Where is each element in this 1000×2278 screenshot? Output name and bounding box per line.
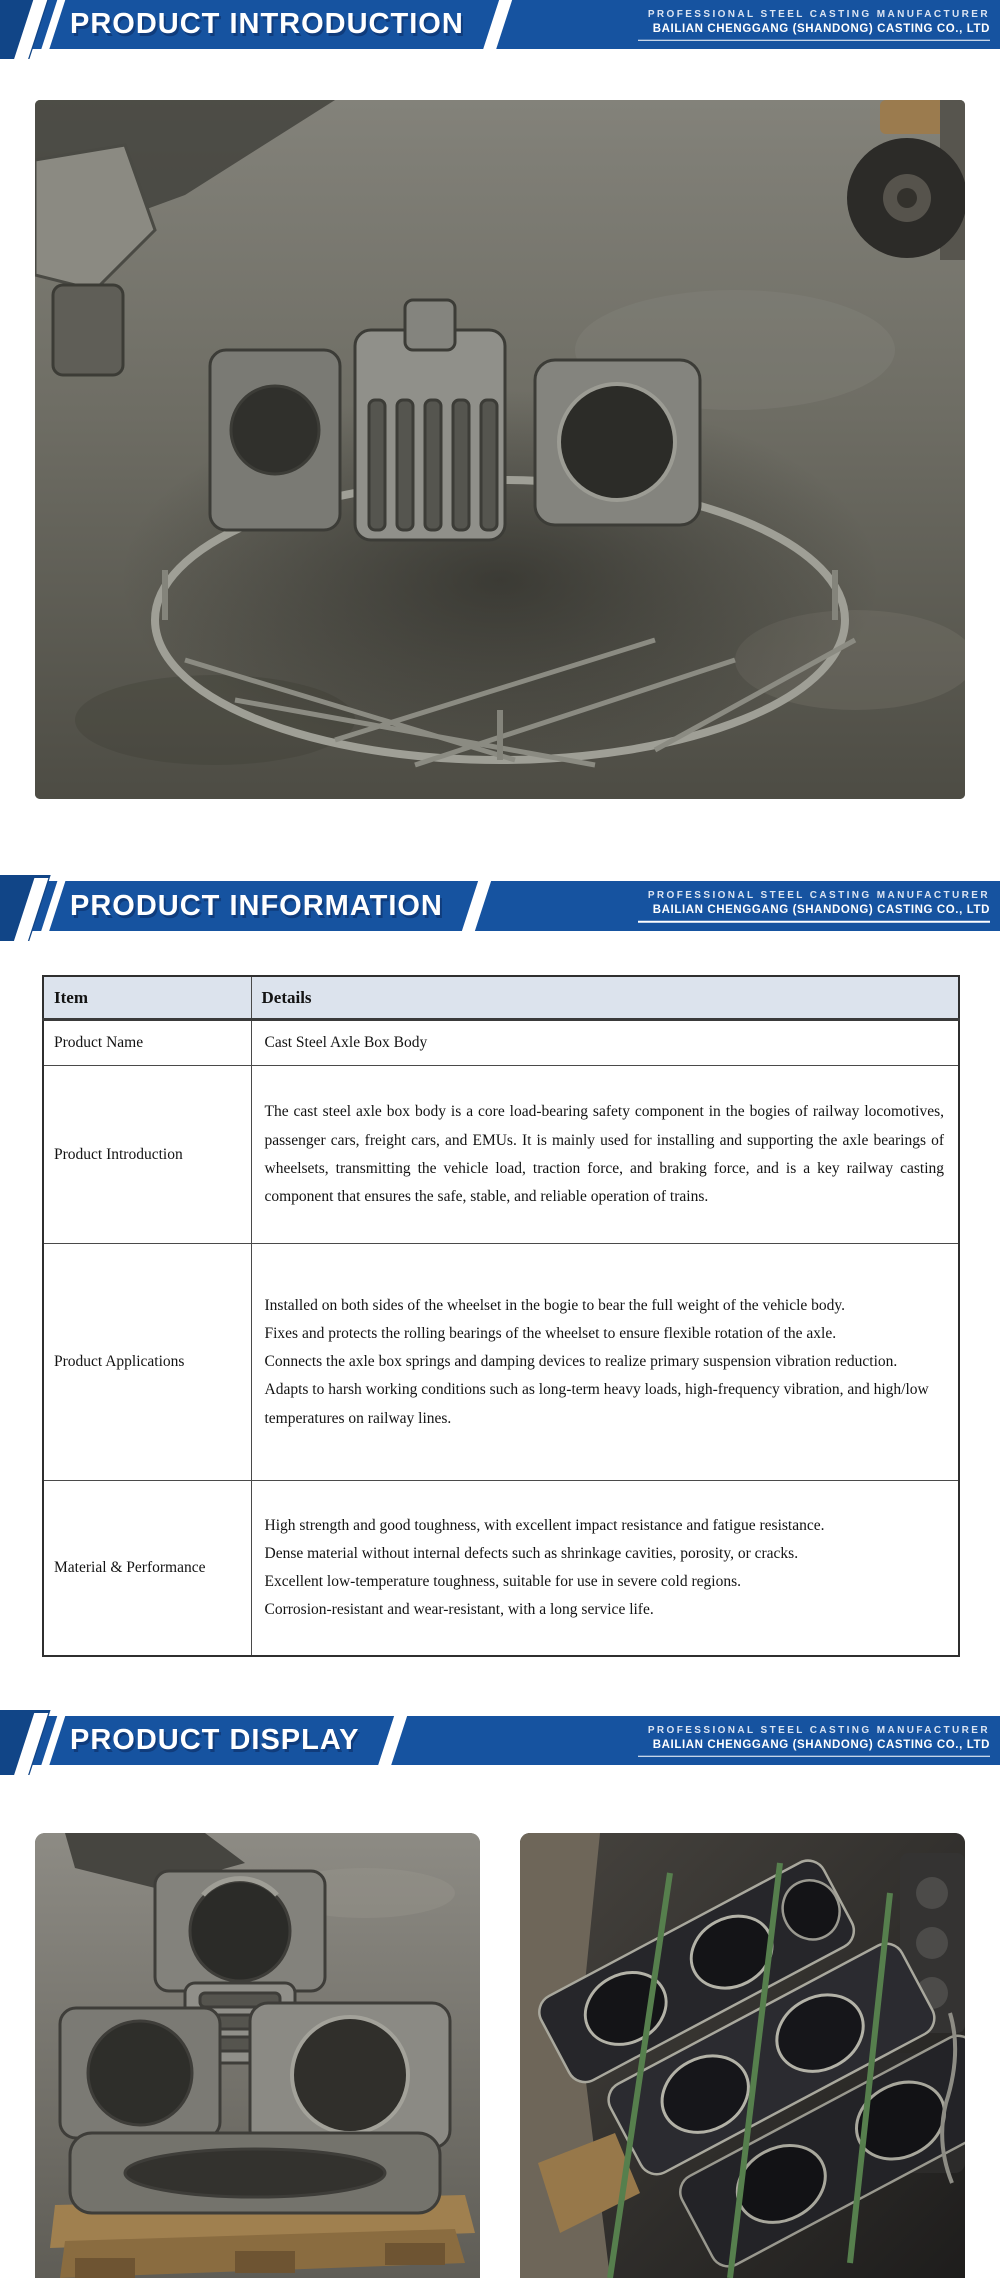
row-value xyxy=(251,1244,959,1481)
detail-line: Excellent low-temperature toughness, suitable for use in severe cold regions. xyxy=(264,1572,741,1590)
detail-line: Dense material without internal defects such as shrinkage cavities, porosity, or cracks. xyxy=(264,1544,799,1562)
brand-block xyxy=(638,8,990,41)
column-header-details: Details xyxy=(251,976,959,1020)
brand-block xyxy=(638,890,990,923)
strapped-castings-photo xyxy=(520,1833,965,2278)
banner-product-introduction xyxy=(0,0,1000,49)
slash-decoration xyxy=(459,874,493,938)
row-value xyxy=(251,1481,959,1656)
display-photo-pallet xyxy=(35,1833,480,2278)
main-product-photo xyxy=(35,100,965,799)
table-row xyxy=(43,1244,959,1481)
detail-line: Corrosion-resistant and wear-resistant, with a long service life. xyxy=(264,1601,654,1619)
brand-tagline: PROFESSIONAL STEEL CASTING MANUFACTURER xyxy=(647,1724,990,1736)
detail-line: The cast steel axle box body is a core load-bearing safety component in the bogies of railway locomotives, passenger cars, freight cars, and EMUs. It is mainly used for installing and supporting the axle bearings of wheelsets, transmitting the vehicle load, traction force, and braking force, and is a key railway casting component that ensures the safe, stable, and reliable operation of trains. xyxy=(264,1103,944,1205)
brand-company: BAILIAN CHENGGANG (SHANDONG) CASTING CO., LTD xyxy=(652,1738,990,1751)
row-label: Product Introduction xyxy=(43,1066,251,1244)
table-header-row xyxy=(43,976,959,1020)
slash-decoration xyxy=(376,1709,410,1773)
row-label: Product Name xyxy=(43,1020,251,1066)
castings-ring-photo xyxy=(35,100,965,799)
table-row xyxy=(43,1481,959,1656)
section-title-information: PRODUCT INFORMATION xyxy=(70,889,443,922)
detail-line: High strength and good toughness, with excellent impact resistance and fatigue resistance. xyxy=(264,1516,825,1534)
row-label: Material & Performance xyxy=(43,1481,251,1656)
brand-tagline: PROFESSIONAL STEEL CASTING MANUFACTURER xyxy=(647,889,990,901)
section-title-display: PRODUCT DISPLAY xyxy=(70,1724,360,1756)
row-value xyxy=(251,1066,959,1244)
detail-line: Installed on both sides of the wheelset in the bogie to bear the full weight of the vehicle body. xyxy=(264,1296,846,1314)
row-label: Product Applications xyxy=(43,1244,251,1481)
slash-decoration xyxy=(480,0,514,57)
column-header-item: Item xyxy=(43,976,251,1020)
detail-line: Cast Steel Axle Box Body xyxy=(264,1034,428,1051)
brand-company: BAILIAN CHENGGANG (SHANDONG) CASTING CO., LTD xyxy=(652,22,990,35)
brand-company: BAILIAN CHENGGANG (SHANDONG) CASTING CO., LTD xyxy=(652,903,990,916)
table-row xyxy=(43,1020,959,1066)
pallet-photo xyxy=(35,1833,480,2278)
section-title-introduction: PRODUCT INTRODUCTION xyxy=(70,8,464,40)
banner-product-information xyxy=(0,881,1000,931)
detail-line: Adapts to harsh working conditions such as long-term heavy loads, high-frequency vibration, and high/low temperatures on railway lines. xyxy=(264,1381,929,1427)
table-row xyxy=(43,1066,959,1244)
product-info-table xyxy=(42,975,960,1657)
brand-underline xyxy=(638,1755,990,1757)
brand-block xyxy=(638,1724,990,1757)
brand-underline xyxy=(638,39,990,41)
display-photo-rows xyxy=(520,1833,965,2278)
banner-product-display xyxy=(0,1716,1000,1765)
detail-line: Fixes and protects the rolling bearings of the wheelset to ensure flexible rotation of the axle. xyxy=(264,1324,837,1342)
row-value xyxy=(251,1020,959,1066)
brand-tagline: PROFESSIONAL STEEL CASTING MANUFACTURER xyxy=(647,8,990,20)
detail-line: Connects the axle box springs and damping devices to realize primary suspension vibration reduction. xyxy=(264,1353,898,1371)
brand-underline xyxy=(638,921,990,923)
